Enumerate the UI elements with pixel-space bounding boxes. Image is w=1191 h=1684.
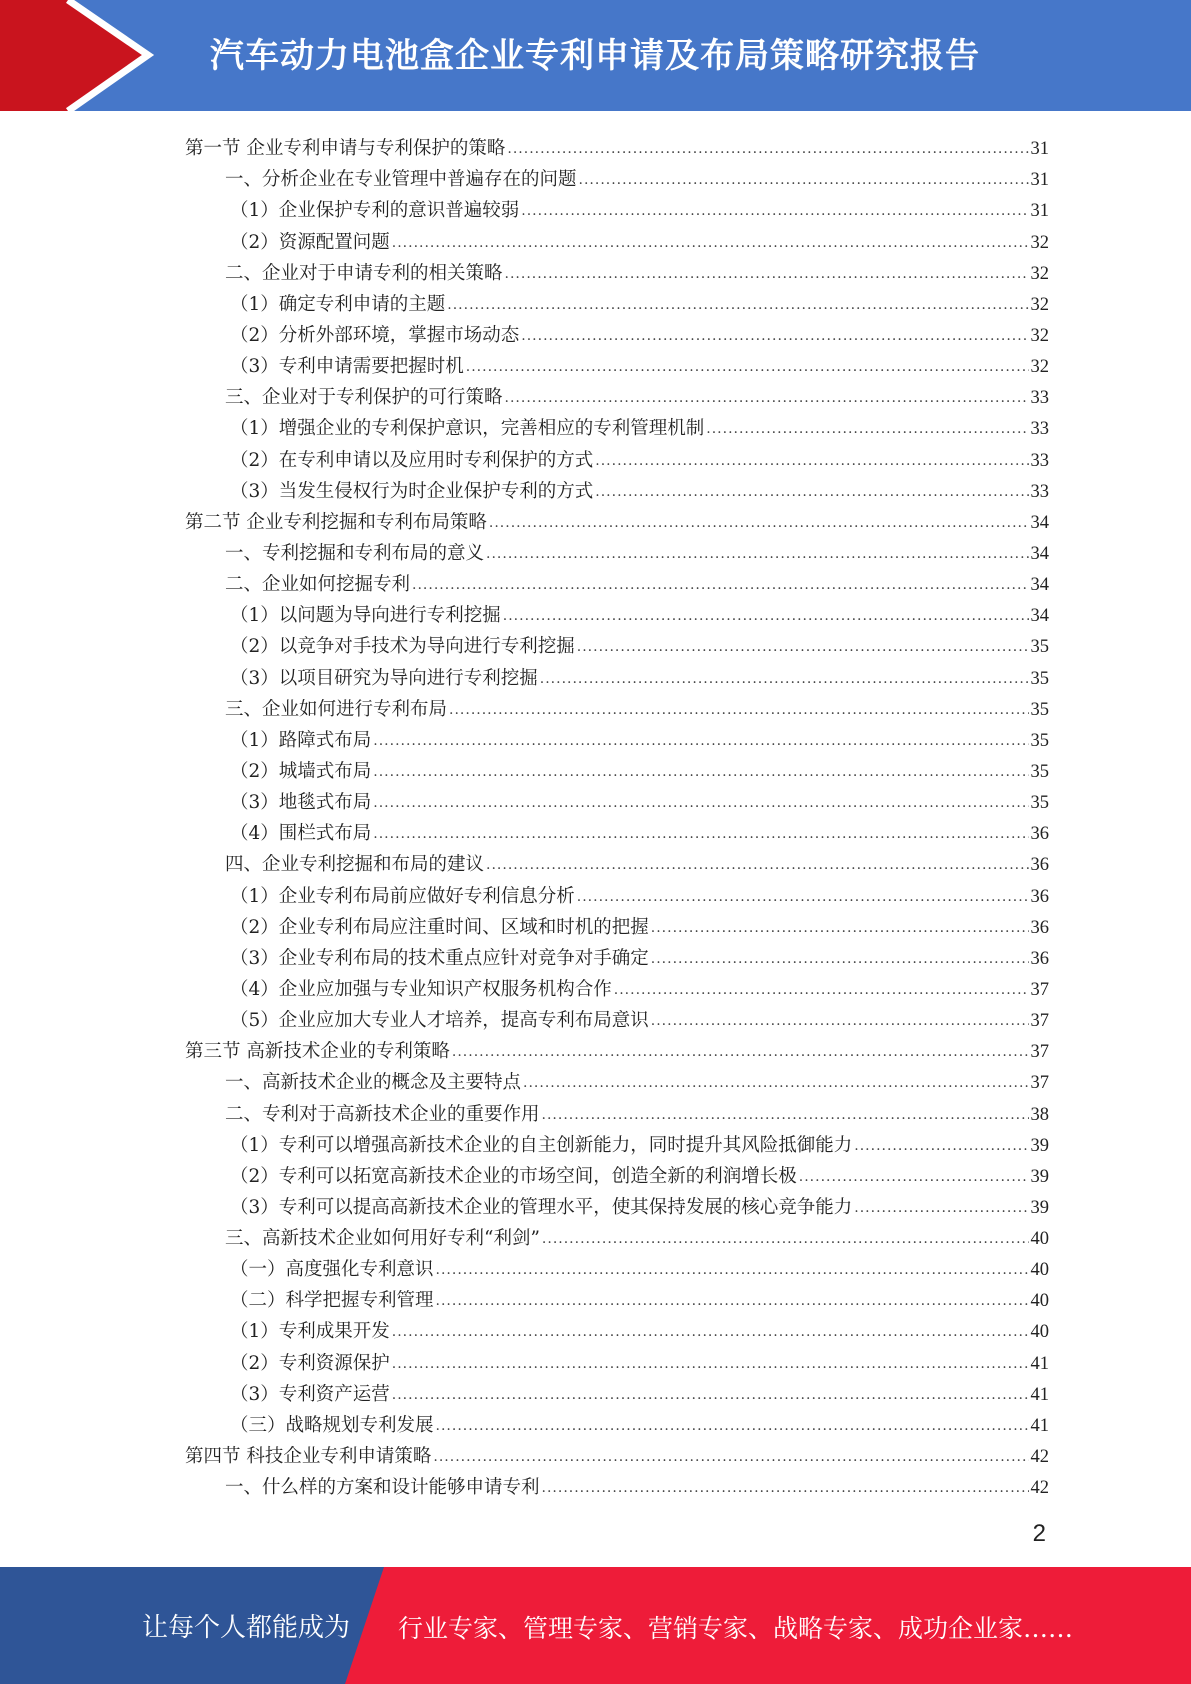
toc-entry-label: （3）专利申请需要把握时机 [230,356,464,378]
toc-entry-label: 二、企业如何挖掘专利 [225,574,411,596]
toc-entry-page: 39 [1030,1197,1049,1218]
toc-entry[interactable] [185,721,1049,752]
toc-leader-dots [373,826,1028,845]
page-footer [0,1567,1191,1684]
toc-entry-page: 31 [1030,139,1049,160]
toc-entry-page: 38 [1030,1104,1049,1125]
toc-entry-page: 31 [1030,170,1049,191]
toc-leader-dots [436,1293,1029,1312]
toc-entry-label: （1）以问题为导向进行专利挖掘 [230,605,501,627]
toc-leader-dots [521,328,1028,347]
toc-entry-page: 36 [1030,917,1049,938]
toc-leader-dots [577,889,1029,908]
toc-entry-label: （3）地毯式布局 [230,792,372,814]
toc-entry[interactable] [185,378,1049,409]
toc-leader-dots [614,982,1029,1001]
toc-entry-page: 35 [1030,637,1049,658]
toc-entry-label: （2）在专利申请以及应用时专利保护的方式 [230,449,594,471]
toc-leader-dots [706,421,1028,440]
toc-entry-label: （1）专利可以增强高新技术企业的自主创新能力，同时提升其风险抵御能力 [230,1134,853,1156]
toc-entry[interactable] [185,1157,1049,1188]
toc-leader-dots [651,1013,1029,1032]
toc-entry-page: 37 [1030,1011,1049,1032]
toc-leader-dots [373,795,1028,814]
toc-leader-dots [436,1418,1029,1437]
toc-entry-page: 37 [1030,1042,1049,1063]
toc-entry[interactable] [185,1250,1049,1281]
toc-leader-dots [436,1262,1029,1281]
toc-entry-page: 40 [1030,1229,1049,1250]
toc-entry[interactable] [185,970,1049,1001]
toc-entry-page: 33 [1030,450,1049,471]
toc-entry[interactable] [185,503,1049,534]
toc-entry[interactable] [185,160,1049,191]
toc-entry-page: 32 [1030,294,1049,315]
toc-entry[interactable] [185,565,1049,596]
toc-entry-label: 三、企业对于专利保护的可行策略 [225,387,503,409]
toc-entry[interactable] [185,1094,1049,1125]
toc-entry-label: 一、专利挖掘和专利布局的意义 [225,542,485,564]
toc-entry-page: 40 [1030,1322,1049,1343]
toc-entry-page: 32 [1030,325,1049,346]
toc-leader-dots [542,1480,1029,1499]
toc-leader-dots [392,235,1029,254]
toc-entry-label: （一）高度强化专利意识 [230,1259,434,1281]
toc-leader-dots [466,359,1029,378]
toc-entry-label: 一、高新技术企业的概念及主要特点 [225,1072,522,1094]
toc-entry-label: 二、企业对于申请专利的相关策略 [225,262,503,284]
toc-entry-page: 37 [1030,1073,1049,1094]
toc-entry-label: 第一节 企业专利申请与专利保护的策略 [185,138,506,160]
toc-leader-dots [540,671,1029,690]
toc-entry-label: 第二节 企业专利挖掘和专利布局策略 [185,511,487,533]
toc-leader-dots [503,608,1029,627]
toc-leader-dots [505,390,1029,409]
toc-entry-label: 三、高新技术企业如何用好专利“利剑” [225,1228,540,1250]
toc-entry[interactable] [185,1406,1049,1437]
toc-entry-page: 33 [1030,481,1049,502]
toc-leader-dots [392,1324,1029,1343]
toc-entry-label: （2）以竞争对手技术为导向进行专利挖掘 [230,636,575,658]
toc-entry-page: 39 [1030,1166,1049,1187]
toc-entry[interactable] [185,1126,1049,1157]
toc-entry[interactable] [185,1281,1049,1312]
toc-entry-page: 32 [1030,232,1049,253]
toc-leader-dots [542,1231,1029,1250]
toc-entry-page: 41 [1030,1384,1049,1405]
toc-leader-dots [595,453,1028,472]
toc-leader-dots [579,172,1029,191]
toc-entry-page: 35 [1030,761,1049,782]
toc-entry-label: （3）专利可以提高高新技术企业的管理水平，使其保持发展的核心竞争能力 [230,1196,853,1218]
toc-entry-label: 二、专利对于高新技术企业的重要作用 [225,1103,540,1125]
toc-entry-page: 40 [1030,1260,1049,1281]
toc-entry[interactable] [185,285,1049,316]
toc-leader-dots [486,857,1028,876]
toc-entry-label: （1）确定专利申请的主题 [230,293,446,315]
toc-leader-dots [373,764,1028,783]
toc-leader-dots [507,141,1028,160]
toc-leader-dots [521,203,1028,222]
toc-entry-page: 41 [1030,1415,1049,1436]
toc-leader-dots [595,484,1028,503]
toc-entry-label: （2）资源配置问题 [230,231,390,253]
toc-entry-label: （1）企业专利布局前应做好专利信息分析 [230,885,575,907]
toc-entry-label: （3）企业专利布局的技术重点应针对竞争对手确定 [230,947,649,969]
toc-leader-dots [449,702,1028,721]
toc-entry[interactable] [185,129,1049,160]
toc-entry-label: 三、企业如何进行专利布局 [225,698,448,720]
toc-entry-label: 第四节 科技企业专利申请策略 [185,1446,432,1468]
toc-entry-page: 41 [1030,1353,1049,1374]
toc-entry-label: （二）科学把握专利管理 [230,1290,434,1312]
toc-entry[interactable] [185,1375,1049,1406]
toc-leader-dots [651,920,1029,939]
toc-entry[interactable] [185,440,1049,471]
toc-entry-page: 33 [1030,388,1049,409]
toc-entry[interactable] [185,409,1049,440]
toc-entry[interactable] [185,690,1049,721]
toc-entry-label: （2）企业专利布局应注重时间、区域和时机的把握 [230,916,649,938]
toc-leader-dots [412,577,1028,596]
toc-entry[interactable] [185,658,1049,689]
page-number: 2 [1032,1520,1046,1547]
toc-entry-page: 36 [1030,824,1049,845]
toc-leader-dots [505,266,1029,285]
toc-entry[interactable] [185,845,1049,876]
toc-entry-page: 35 [1030,730,1049,751]
footer-slogan-right: 行业专家、管理专家、营销专家、战略专家、成功企业家…… [398,1614,1074,1643]
toc-entry-label: （4）企业应加强与专业知识产权服务机构合作 [230,978,612,1000]
toc-entry[interactable] [185,1032,1049,1063]
toc-leader-dots [447,297,1028,316]
footer-slogan-left: 让每个人都能成为 [142,1613,351,1643]
toc-entry-page: 36 [1030,948,1049,969]
toc-entry-page: 36 [1030,855,1049,876]
toc-entry-page: 42 [1030,1478,1049,1499]
toc-entry-label: （1）增强企业的专利保护意识，完善相应的专利管理机制 [230,418,705,440]
toc-entry-label: 一、分析企业在专业管理中普遍存在的问题 [225,169,577,191]
toc-entry-label: （1）企业保护专利的意识普遍较弱 [230,200,520,222]
toc-leader-dots [854,1138,1028,1157]
toc-entry[interactable] [185,1468,1049,1499]
toc-leader-dots [651,951,1029,970]
toc-entry-page: 32 [1030,357,1049,378]
toc-entry[interactable] [185,752,1049,783]
toc-entry[interactable] [185,1219,1049,1250]
toc-entry-label: （2）分析外部环境，掌握市场动态 [230,324,520,346]
toc-leader-dots [392,1387,1029,1406]
toc-leader-dots [577,639,1029,658]
toc-entry-label: （3）当发生侵权行为时企业保护专利的方式 [230,480,594,502]
toc-entry-label: （三）战略规划专利发展 [230,1414,434,1436]
toc-entry-label: （3）专利资产运营 [230,1383,390,1405]
toc-leader-dots [799,1169,1029,1188]
toc-entry[interactable] [185,1188,1049,1219]
toc-leader-dots [489,515,1029,534]
toc-entry[interactable] [185,222,1049,253]
toc-entry[interactable] [185,254,1049,285]
toc-entry-label: （2）专利资源保护 [230,1352,390,1374]
toc-entry-page: 37 [1030,979,1049,1000]
toc-entry-label: （5）企业应加大专业人才培养，提高专利布局意识 [230,1010,649,1032]
toc-leader-dots [523,1075,1028,1094]
toc-entry-page: 34 [1030,606,1049,627]
toc-leader-dots [373,733,1028,752]
toc-entry-page: 32 [1030,263,1049,284]
toc-entry-label: 第三节 高新技术企业的专利策略 [185,1041,450,1063]
toc-entry-label: （2）城墙式布局 [230,760,372,782]
table-of-contents [185,129,1049,1499]
toc-entry[interactable] [185,534,1049,565]
toc-entry-page: 35 [1030,668,1049,689]
toc-entry-label: （1）路障式布局 [230,729,372,751]
toc-entry-page: 40 [1030,1291,1049,1312]
toc-entry[interactable] [185,783,1049,814]
toc-entry-page: 34 [1030,512,1049,533]
toc-entry-page: 34 [1030,575,1049,596]
toc-entry[interactable] [185,1437,1049,1468]
toc-entry[interactable] [185,1312,1049,1343]
toc-entry-page: 36 [1030,886,1049,907]
toc-entry[interactable] [185,814,1049,845]
toc-entry-page: 31 [1030,201,1049,222]
toc-entry[interactable] [185,876,1049,907]
toc-entry-label: （1）专利成果开发 [230,1321,390,1343]
toc-entry-label: 一、什么样的方案和设计能够申请专利 [225,1477,540,1499]
toc-leader-dots [854,1200,1028,1219]
toc-leader-dots [392,1356,1029,1375]
toc-entry-label: 四、企业专利挖掘和布局的建议 [225,854,485,876]
toc-entry-page: 42 [1030,1447,1049,1468]
page-header [0,0,1191,111]
toc-leader-dots [452,1044,1029,1063]
toc-entry[interactable] [185,596,1049,627]
toc-entry[interactable] [185,316,1049,347]
toc-entry[interactable] [185,1001,1049,1032]
toc-entry[interactable] [185,627,1049,658]
toc-leader-dots [433,1449,1028,1468]
toc-entry[interactable] [185,1063,1049,1094]
toc-entry[interactable] [185,472,1049,503]
toc-entry[interactable] [185,347,1049,378]
toc-entry-label: （3）以项目研究为导向进行专利挖掘 [230,667,538,689]
toc-entry-label: （2）专利可以拓宽高新技术企业的市场空间，创造全新的利润增长极 [230,1165,797,1187]
toc-entry-page: 35 [1030,793,1049,814]
toc-entry[interactable] [185,1343,1049,1374]
toc-entry-page: 39 [1030,1135,1049,1156]
toc-entry-page: 33 [1030,419,1049,440]
toc-entry-label: （4）围栏式布局 [230,823,372,845]
toc-entry-page: 34 [1030,543,1049,564]
toc-leader-dots [486,546,1028,565]
toc-entry[interactable] [185,908,1049,939]
report-title: 汽车动力电池盒企业专利申请及布局策略研究报告 [210,36,980,76]
toc-entry[interactable] [185,191,1049,222]
toc-entry-page: 35 [1030,699,1049,720]
chevron-arrow-icon [0,0,160,111]
toc-leader-dots [542,1107,1029,1126]
toc-entry[interactable] [185,939,1049,970]
